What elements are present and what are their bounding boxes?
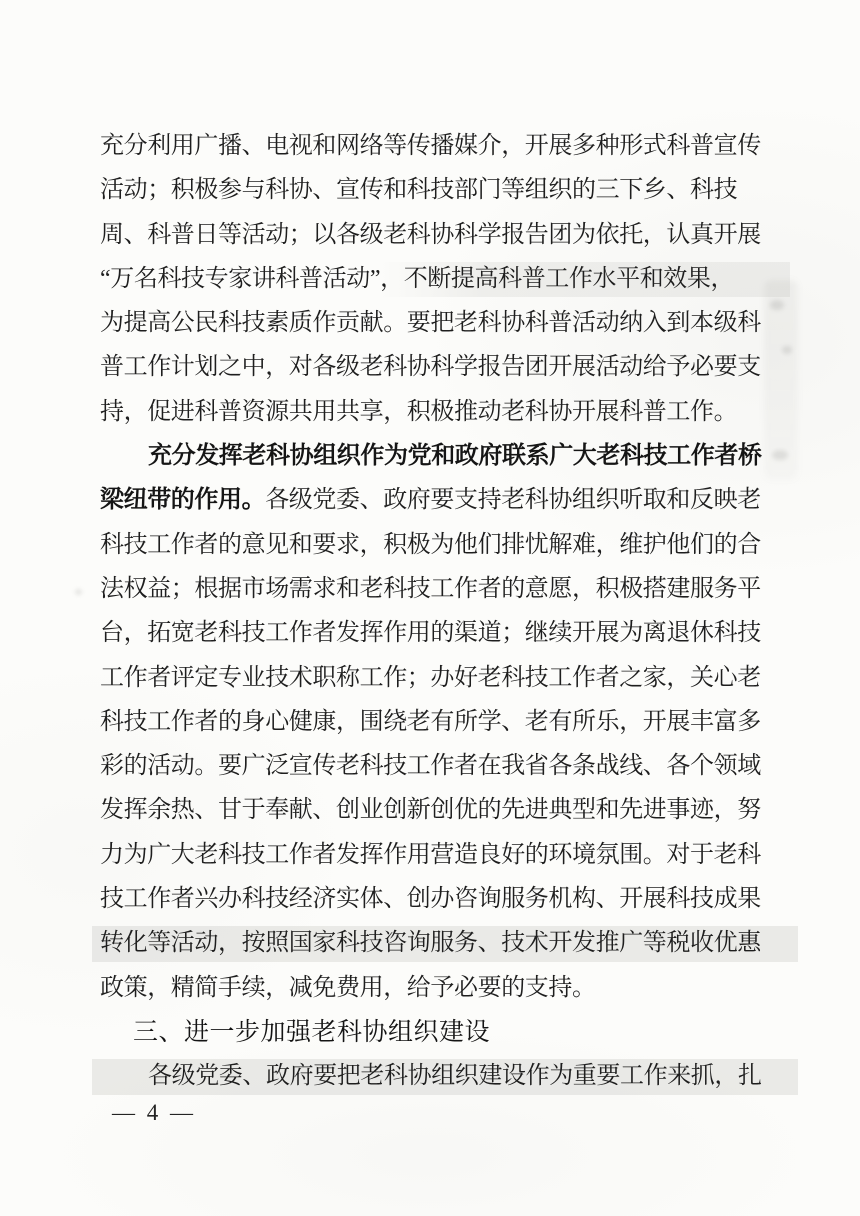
- text-line: [100, 124, 764, 168]
- text-segment: 充分利用广播、电视和网络等传播媒介，开展多种形式科普宣传: [100, 133, 761, 159]
- scan-artifact: [770, 300, 784, 310]
- text-line: [100, 213, 764, 257]
- text-segment: 为提高公民科技素质作贡献。要把老科协科普活动纳入到本级科: [100, 310, 761, 337]
- text-line: [100, 567, 764, 611]
- text-segment: 活动；积极参与科协、宣传和科技部门等组织的三下乡、科技: [100, 177, 738, 204]
- scan-artifact: [772, 450, 788, 460]
- text-segment: 普工作计划之中，对各级老科协科学报告团开展活动给予必要支: [100, 354, 761, 381]
- scan-artifact: [782, 346, 792, 354]
- bold-lead-segment: 梁纽带的作用。: [100, 487, 266, 514]
- text-line: [100, 168, 764, 212]
- text-line: [100, 1054, 764, 1098]
- text-segment: 转化等活动，按照国家科技咨询服务、技术开发推广等税收优惠: [100, 930, 761, 957]
- text-line: [100, 523, 764, 567]
- footer-page-number: — 4 —: [112, 1100, 196, 1125]
- text-segment: 法权益；根据市场需求和老科技工作者的意愿，积极搭建服务平: [100, 575, 761, 602]
- text-line: [100, 833, 764, 877]
- text-segment: 台，拓宽老科技工作者发挥作用的渠道；继续开展为离退休科技: [100, 620, 761, 647]
- text-line: [100, 744, 764, 788]
- section-heading: [100, 1010, 764, 1054]
- text-line: [100, 390, 764, 434]
- text-line: [100, 434, 764, 478]
- text-line: [100, 966, 764, 1010]
- bold-lead-segment: 充分发挥老科协组织作为党和政府联系广大老科技工作者桥: [148, 443, 762, 470]
- text-segment: 发挥余热、甘于奉献、创业创新创优的先进典型和先进事迹，努: [100, 797, 761, 824]
- text-segment: 三、进一步加强老科协组织建设: [133, 1017, 491, 1046]
- text-segment: 力为广大老科技工作者发挥作用营造良好的环境氛围。对于老科: [100, 841, 761, 868]
- text-segment: 各级党委、政府要支持老科协组织听取和反映老: [265, 487, 761, 514]
- text-line: [100, 656, 764, 700]
- text-line: [100, 301, 764, 345]
- text-segment: 持，促进科普资源共用共享，积极推动老科协开展科普工作。: [100, 398, 738, 425]
- text-line: [100, 700, 764, 744]
- text-line: [100, 611, 764, 655]
- document-lines: [100, 124, 764, 1099]
- text-line: [100, 345, 764, 389]
- text-segment: 周、科普日等活动；以各级老科协科学报告团为依托，认真开展: [100, 221, 761, 248]
- text-line: [100, 788, 764, 832]
- text-line: [100, 877, 764, 921]
- text-segment: 科技工作者的意见和要求，积极为他们排忧解难，维护他们的合: [100, 531, 761, 558]
- text-segment: “万名科技专家讲科普活动”，不断提高科普工作水平和效果，: [100, 265, 735, 292]
- scan-artifact: [75, 589, 82, 595]
- text-line: [100, 257, 764, 301]
- text-line: [100, 921, 764, 965]
- text-segment: 技工作者兴办科技经济实体、创办咨询服务机构、开展科技成果: [100, 886, 761, 913]
- text-segment: 工作者评定专业技术职称工作；办好老科技工作者之家，关心老: [100, 664, 761, 691]
- text-segment: 各级党委、政府要把老科协组织建设作为重要工作来抓，扎: [148, 1063, 762, 1090]
- text-segment: 彩的活动。要广泛宣传老科技工作者在我省各条战线、各个领域: [100, 753, 761, 780]
- text-segment: 政策，精简手续，减免费用，给予必要的支持。: [100, 974, 596, 1001]
- text-segment: 科技工作者的身心健康，围绕老有所学、老有所乐，开展丰富多: [100, 708, 761, 735]
- text-line: [100, 478, 764, 522]
